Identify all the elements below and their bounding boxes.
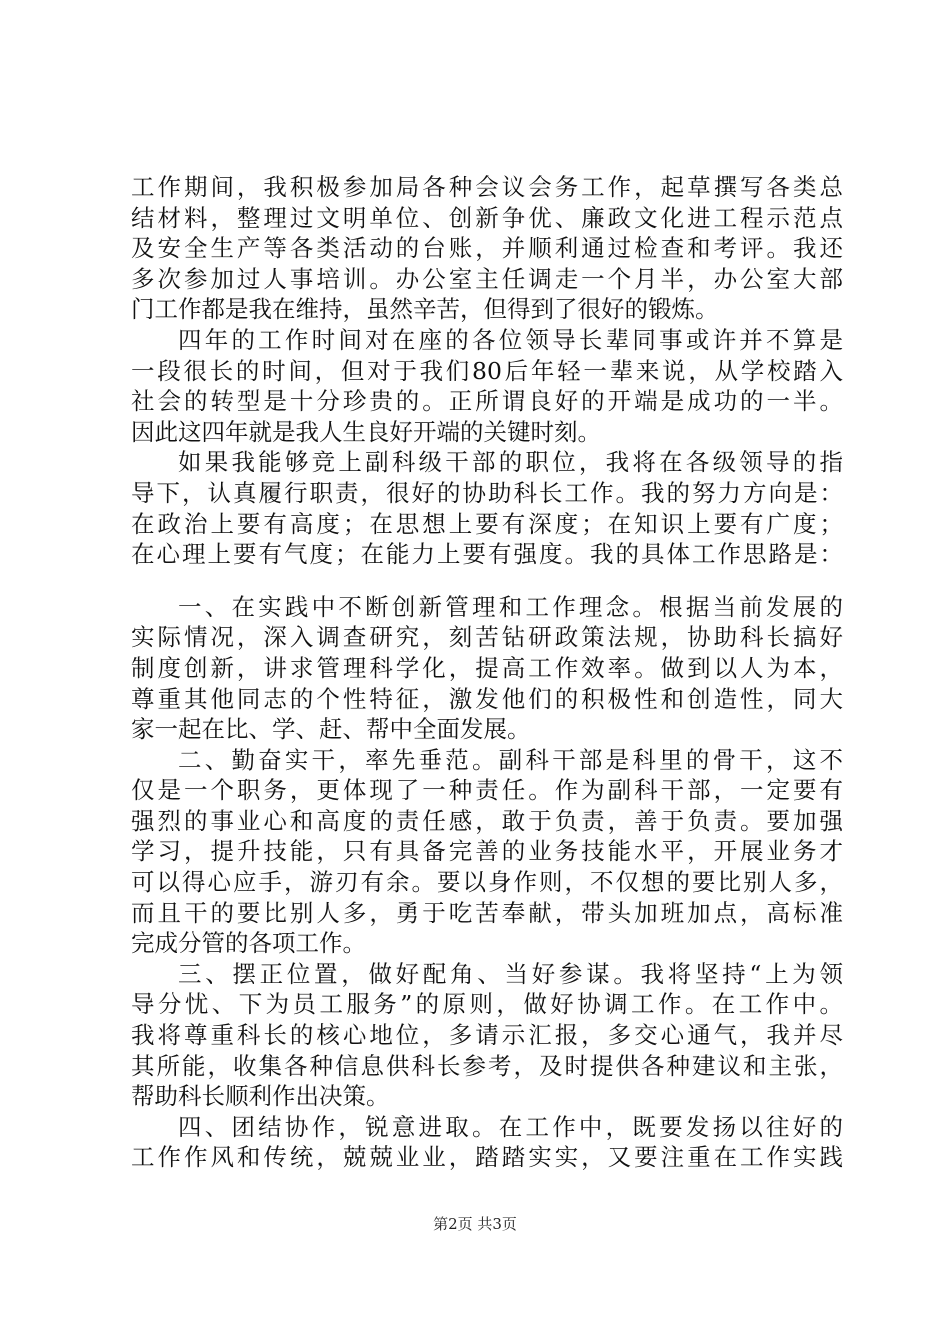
paragraph-first-line: 二、勤奋实干，率先垂范。副科干部是科里的骨干，这不: [178, 745, 843, 774]
text-line: 结材料，整理过文明单位、创新争优、廉政文化进工程示范点: [131, 203, 843, 232]
text-line: 强烈的事业心和高度的责任感，敢于负责，善于负责。要加强: [131, 806, 843, 835]
text-line: 因此这四年就是我人生良好开端的关键时刻。: [131, 417, 601, 446]
text-line: 家一起在比、学、赶、帮中全面发展。: [131, 715, 531, 744]
text-line: 其所能，收集各种信息供科长参考，及时提供各种建议和主张，: [131, 1051, 843, 1080]
text-line: 工作作风和传统，兢兢业业，踏踏实实，又要注重在工作实践: [131, 1143, 843, 1172]
text-line: 社会的转型是十分珍贵的。正所谓良好的开端是成功的一半。: [131, 387, 843, 416]
paragraph-first-line: 如果我能够竞上副科级干部的职位，我将在各级领导的指: [178, 448, 843, 477]
text-line: 多次参加过人事培训。办公室主任调走一个月半，办公室大部: [131, 264, 843, 293]
text-line: 实际情况，深入调查研究，刻苦钻研政策法规，协助科长搞好: [131, 623, 843, 652]
paragraph-gap: [131, 570, 843, 592]
text-line: 在心理上要有气度；在能力上要有强度。我的具体工作思路是：: [131, 540, 843, 569]
text-line: 完成分管的各项工作。: [131, 929, 366, 958]
text-line: 帮助科长顺利作出决策。: [131, 1082, 390, 1111]
text-line: 仅是一个职务，更体现了一种责任。作为副科干部，一定要有: [131, 776, 843, 805]
text-line: 可以得心应手，游刃有余。要以身作则，不仅想的要比别人多，: [131, 868, 843, 897]
text-line: 在政治上要有高度；在思想上要有深度；在知识上要有广度；: [131, 509, 843, 538]
text-line: 及安全生产等各类活动的台账，并顺利通过检查和考评。我还: [131, 234, 843, 263]
paragraph-first-line: 四年的工作时间对在座的各位领导长辈同事或许并不算是: [178, 325, 843, 354]
text-line: 门工作都是我在维持，虽然辛苦，但得到了很好的锻炼。: [131, 295, 719, 324]
page-indicator: 第2页 共3页: [433, 1215, 517, 1233]
text-line: 尊重其他同志的个性特征，激发他们的积极性和创造性，同大: [131, 684, 843, 713]
text-line: 制度创新，讲求管理科学化，提高工作效率。做到以人为本，: [131, 653, 843, 682]
body-text: [131, 172, 843, 1173]
paragraph-first-line: 一、在实践中不断创新管理和工作理念。根据当前发展的: [178, 592, 843, 621]
text-line: 导分忧、下为员工服务”的原则，做好协调工作。在工作中。: [131, 990, 843, 1019]
text-line: 我将尊重科长的核心地位，多请示汇报，多交心通气，我并尽: [131, 1021, 843, 1050]
paragraph-first-line: 四、团结协作，锐意进取。在工作中，既要发扬以往好的: [178, 1112, 843, 1141]
text-line: 而且干的要比别人多，勇于吃苦奉献，带头加班加点，高标准: [131, 898, 843, 927]
text-line: 学习，提升技能，只有具备完善的业务技能水平，开展业务才: [131, 837, 843, 866]
text-line: 工作期间，我积极参加局各种会议会务工作，起草撰写各类总: [131, 173, 843, 201]
text-line: 导下，认真履行职责，很好的协助科长工作。我的努力方向是：: [131, 478, 843, 507]
text-line: 一段很长的时间，但对于我们80后年轻一辈来说，从学校踏入: [131, 356, 843, 385]
paragraph-first-line: 三、摆正位置，做好配角、当好参谋。我将坚持“上为领: [178, 959, 843, 988]
